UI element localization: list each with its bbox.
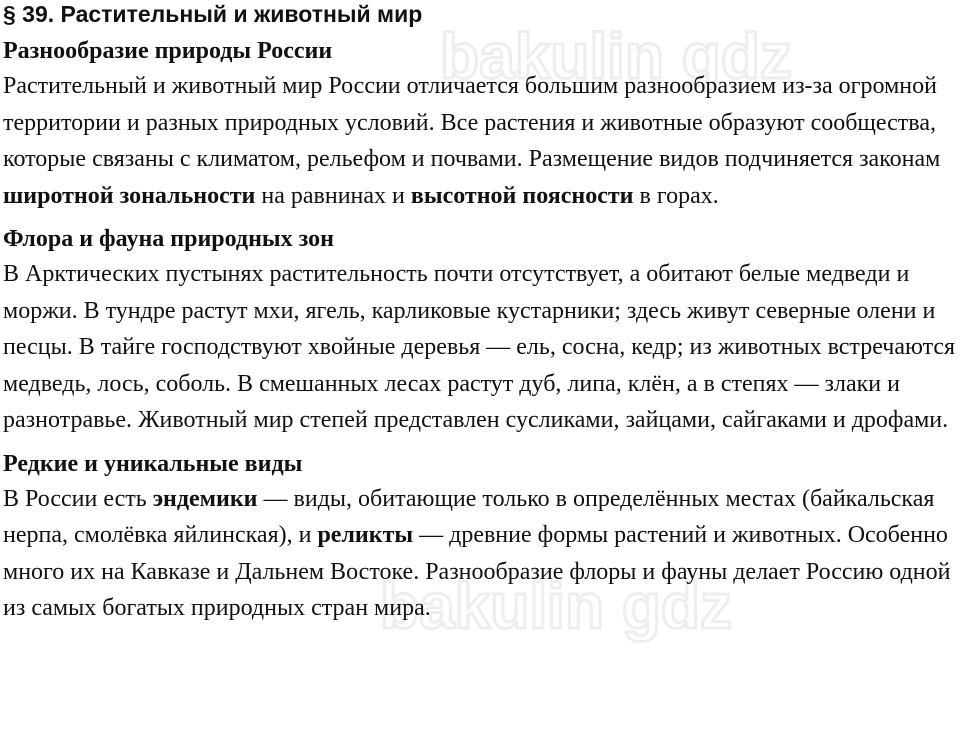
section-heading-rare-species: Редкие и уникальные виды [3, 450, 303, 477]
text-run: В России есть [3, 485, 153, 512]
section-text-zones [3, 256, 968, 439]
section-rare-species [3, 447, 968, 627]
section-diversity [3, 34, 968, 214]
section-text-diversity [3, 68, 968, 214]
text-run: В Арктических пустынях растительность почти отсутствует, а обитают белые медведи и моржи. В тундре растут мхи, ягель, карликовые кустарники; здесь живут северные олени и песцы. В тайге господствуют хвойные деревья — ель, сосна, кедр; из животных встречаются медведь, лось, соболь. В смешанных лесах растут дуб, липа, клён, а в степях — злаки и разнотравье. Животный мир степей представлен сусликами, зайцами, сайгаками и дрофами. [3, 261, 956, 433]
text-run: на равнинах и [255, 182, 411, 209]
watermark-text-top: bakulin gdz [440, 20, 792, 92]
section-text-rare-species [3, 481, 968, 627]
page-title: § 39. Растительный и животный мир [3, 1, 423, 27]
term-latitudinal-zonation: широтной зональности [3, 182, 256, 209]
text-run: — древние формы растений и животных. Особенно много их на Кавказе и Дальнем Востоке. Разнообразие флоры и фауны делает Россию одной из самых богатых природных стран мира. [3, 522, 951, 621]
section-zones [3, 222, 968, 439]
term-endemics: эндемики [152, 485, 258, 512]
section-heading-diversity: Разнообразие природы России [3, 38, 333, 64]
text-run: Растительный и животный мир России отличается большим разнообразием из-за огромной территории и разных природных условий. Все растения и животные образуют сообщества, которые связаны с климатом, рельефом и почвами. Размещение видов подчиняется законам [3, 73, 941, 172]
text-run: в горах. [633, 182, 719, 209]
term-relicts: реликты [317, 522, 414, 548]
section-heading-zones: Флора и фауна природных зон [3, 226, 334, 252]
watermark-text-bottom: bakulin gdz [380, 570, 732, 642]
term-altitudinal-zonation: высотной поясности [410, 182, 634, 209]
text-run: — виды, обитающие только в определённых местах (байкальская нерпа, смолёвка яйлинская), и [3, 485, 935, 548]
